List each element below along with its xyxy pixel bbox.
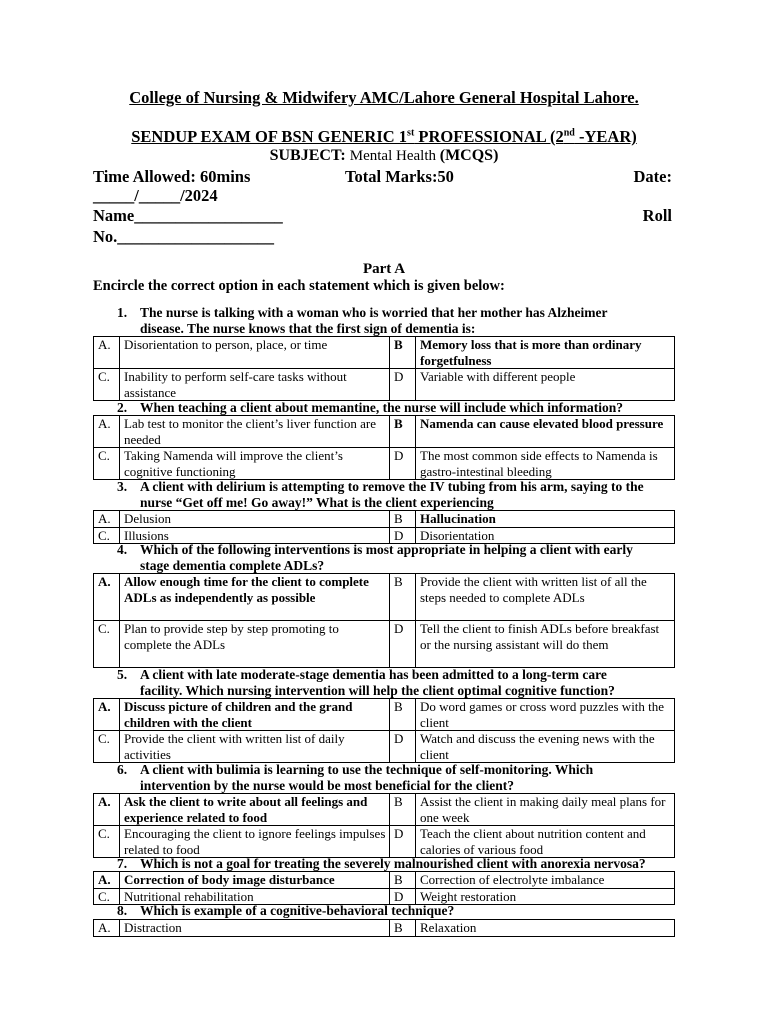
options-row — [94, 794, 675, 826]
option-text: Distraction — [120, 920, 390, 937]
option-text: Provide the client with written list of all the steps needed to complete ADLs — [416, 574, 675, 621]
question-text: When teaching a client about memantine, the nurse will include which information? — [140, 400, 624, 415]
option-text: Disorientation — [416, 527, 675, 544]
question-2 — [117, 400, 677, 416]
option-letter: C. — [94, 369, 120, 401]
question-7 — [117, 856, 677, 872]
option-letter: C. — [94, 621, 120, 668]
question-text: intervention by the nurse would be most beneficial for the client? — [140, 777, 514, 793]
option-text: Taking Namenda will improve the client’s cognitive functioning — [120, 448, 390, 480]
question-text: Which is not a goal for treating the severely malnourished client with anorexia nervosa? — [140, 856, 646, 871]
option-text: Inability to perform self-care tasks without assistance — [120, 369, 390, 401]
option-letter: A. — [94, 920, 120, 937]
option-letter: A. — [94, 794, 120, 826]
options-table-3 — [93, 510, 675, 544]
option-text: Weight restoration — [416, 888, 675, 905]
time-allowed: Time Allowed: 60mins — [93, 167, 251, 186]
question-number: 8. — [117, 903, 128, 918]
option-letter: B — [390, 574, 416, 621]
option-text: The most common side effects to Namenda is gastro-intestinal bleeding — [416, 448, 675, 480]
options-row — [94, 731, 675, 763]
options-table-7 — [93, 871, 675, 905]
question-4 — [117, 542, 677, 573]
option-letter: C. — [94, 448, 120, 480]
option-text: Correction of electrolyte imbalance — [416, 872, 675, 889]
option-text: Do word games or cross word puzzles with the client — [416, 699, 675, 731]
exam-title-sup: st — [407, 127, 415, 139]
options-row — [94, 511, 675, 528]
option-text-correct: Hallucination — [416, 511, 675, 528]
option-text: Plan to provide step by step promoting to complete the ADLs — [120, 621, 390, 668]
option-letter: C. — [94, 888, 120, 905]
options-row — [94, 369, 675, 401]
option-letter: B — [390, 699, 416, 731]
option-letter: B — [390, 794, 416, 826]
options-row — [94, 448, 675, 480]
option-text: Provide the client with written list of daily activities — [120, 731, 390, 763]
option-text-correct: Ask the client to write about all feelings and experience related to food — [120, 794, 390, 826]
options-table-1 — [93, 336, 675, 401]
options-row — [94, 574, 675, 621]
option-letter: A. — [94, 337, 120, 369]
question-number: 1. — [117, 305, 128, 320]
option-text: Illusions — [120, 527, 390, 544]
date-label: Date: — [633, 167, 672, 186]
exam-title-part: SENDUP EXAM OF BSN GENERIC 1 — [131, 127, 408, 146]
option-letter: C. — [94, 731, 120, 763]
option-text: Variable with different people — [416, 369, 675, 401]
option-letter: D — [390, 888, 416, 905]
question-8 — [117, 903, 677, 919]
instructions: Encircle the correct option in each statement which is given below: — [93, 278, 505, 294]
question-text: The nurse is talking with a woman who is worried that her mother has Alzheimer — [140, 305, 608, 320]
options-table-2 — [93, 415, 675, 480]
question-text: A client with bulimia is learning to use the technique of self-monitoring. Which — [140, 762, 594, 777]
question-text: Which is example of a cognitive-behavioral technique? — [140, 903, 455, 918]
option-letter: D — [390, 621, 416, 668]
option-letter: A. — [94, 699, 120, 731]
exam-title — [0, 127, 768, 147]
question-text: Which of the following interventions is most appropriate in helping a client with early — [140, 542, 633, 557]
options-table-4 — [93, 573, 675, 668]
college-title: College of Nursing & Midwifery AMC/Lahore General Hospital Lahore. — [129, 88, 639, 107]
name-field: Name__________________ — [93, 206, 283, 225]
option-letter: D — [390, 448, 416, 480]
options-table-6 — [93, 793, 675, 858]
question-number: 3. — [117, 479, 128, 494]
subject-line — [0, 147, 768, 165]
option-letter: D — [390, 826, 416, 858]
options-row — [94, 699, 675, 731]
options-row — [94, 826, 675, 858]
options-table-8 — [93, 919, 675, 937]
option-letter: D — [390, 731, 416, 763]
option-text: Lab test to monitor the client’s liver function are needed — [120, 416, 390, 448]
date-line: _____/_____/2024 — [93, 186, 218, 205]
option-text: Disorientation to person, place, or time — [120, 337, 390, 369]
option-letter: A. — [94, 511, 120, 528]
option-letter: D — [390, 369, 416, 401]
exam-title-sup: nd — [563, 127, 575, 139]
subject-suffix: (MCQS) — [439, 147, 499, 164]
question-number: 2. — [117, 400, 128, 415]
question-text: A client with late moderate-stage dementia has been admitted to a long-term care — [140, 667, 607, 682]
question-text: A client with delirium is attempting to remove the IV tubing from his arm, saying to the — [140, 479, 644, 494]
option-text: Encouraging the client to ignore feelings impulses related to food — [120, 826, 390, 858]
part-title: Part A — [362, 261, 406, 277]
option-text: Tell the client to finish ADLs before breakfast or the nursing assistant will do them — [416, 621, 675, 668]
question-3 — [117, 479, 677, 510]
subject-label: SUBJECT: — [269, 147, 350, 164]
option-letter: D — [390, 527, 416, 544]
exam-title-part: -YEAR) — [574, 127, 637, 146]
options-row — [94, 920, 675, 937]
roll-number-field: No.___________________ — [93, 227, 275, 246]
option-letter: A. — [94, 416, 120, 448]
option-letter: C. — [94, 527, 120, 544]
option-text-correct: Discuss picture of children and the grand children with the client — [120, 699, 390, 731]
option-letter: B — [390, 511, 416, 528]
subject-name: Mental Health — [349, 148, 440, 164]
option-text-correct: Allow enough time for the client to complete ADLs as independently as possible — [120, 574, 390, 621]
question-text: facility. Which nursing intervention will help the client optimal cognitive function? — [140, 682, 615, 698]
question-number: 6. — [117, 762, 128, 777]
options-row — [94, 872, 675, 889]
options-row — [94, 337, 675, 369]
option-letter: A. — [94, 872, 120, 889]
option-letter: B — [390, 920, 416, 937]
options-table-5 — [93, 698, 675, 763]
question-6 — [117, 762, 677, 793]
option-text-correct: Correction of body image disturbance — [120, 872, 390, 889]
option-text: Nutritional rehabilitation — [120, 888, 390, 905]
question-1 — [117, 305, 677, 336]
question-number: 7. — [117, 856, 128, 871]
exam-title-part: PROFESSIONAL (2 — [414, 127, 564, 146]
question-number: 5. — [117, 667, 128, 682]
option-letter: C. — [94, 826, 120, 858]
option-text: Teach the client about nutrition content and calories of various food — [416, 826, 675, 858]
option-letter: B — [390, 416, 416, 448]
question-text: stage dementia complete ADLs? — [140, 557, 325, 573]
options-row — [94, 621, 675, 668]
question-text: disease. The nurse knows that the first sign of dementia is: — [140, 320, 476, 336]
option-text: Assist the client in making daily meal plans for one week — [416, 794, 675, 826]
question-text: nurse “Get off me! Go away!” What is the client experiencing — [140, 494, 494, 510]
option-text-correct: Namenda can cause elevated blood pressure — [416, 416, 675, 448]
option-letter: B — [390, 872, 416, 889]
total-marks: Total Marks:50 — [345, 167, 454, 186]
option-letter: A. — [94, 574, 120, 621]
option-text: Watch and discuss the evening news with the client — [416, 731, 675, 763]
question-number: 4. — [117, 542, 128, 557]
option-text: Relaxation — [416, 920, 675, 937]
option-letter: B — [390, 337, 416, 369]
option-text: Delusion — [120, 511, 390, 528]
roll-label: Roll — [642, 206, 672, 225]
option-text-correct: Memory loss that is more than ordinary forgetfulness — [416, 337, 675, 369]
options-row — [94, 416, 675, 448]
question-5 — [117, 667, 677, 698]
